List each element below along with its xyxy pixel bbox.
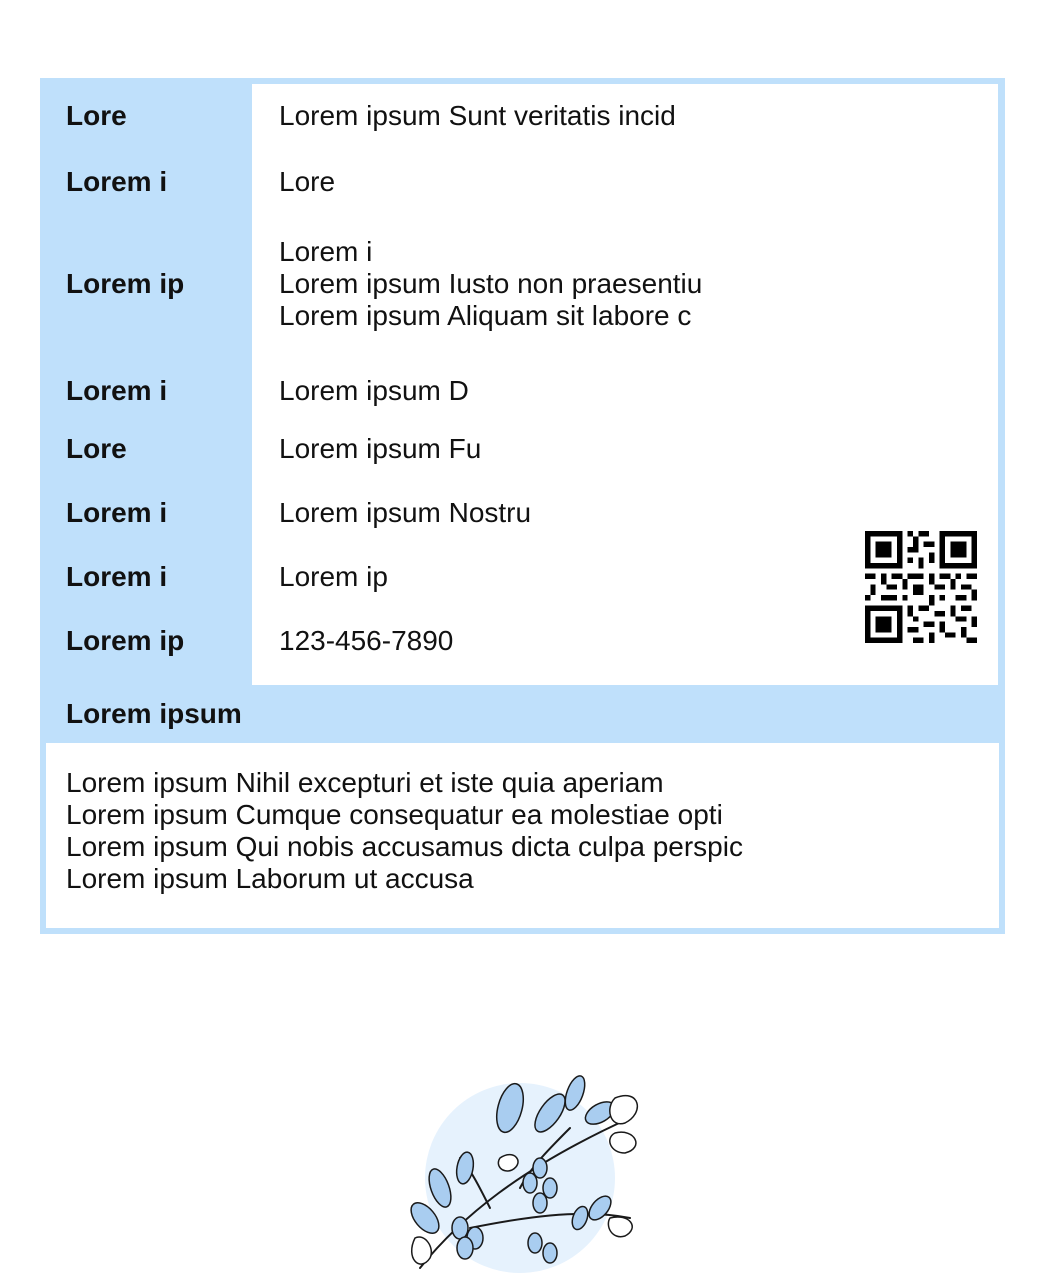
section-title: Lorem ipsum [66, 698, 242, 729]
floral-branch-illustration [400, 1068, 650, 1280]
field-value-line: Lorem ipsum Aliquam sit labore c [279, 300, 692, 331]
field-value-line: Lorem ipsum Sunt veritatis incid [279, 100, 676, 131]
summary-line: Lorem ipsum Laborum ut accusa [66, 863, 474, 894]
field-value-line: Lorem ipsum Iusto non praesentiu [279, 268, 703, 299]
field-value-line: 123-456-7890 [279, 625, 454, 656]
field-value [279, 433, 481, 465]
field-value [279, 561, 388, 593]
field-value-line: Lorem ipsum Fu [279, 433, 482, 464]
info-card [40, 78, 1005, 934]
field-value-line: Lorem ip [279, 561, 388, 592]
field-value-line: Lore [279, 166, 336, 197]
field-value [279, 375, 469, 407]
field-label: Lorem ip [66, 268, 185, 299]
field-label: Lorem ip [66, 625, 185, 656]
field-value [279, 236, 702, 332]
summary-line: Lorem ipsum Qui nobis accusamus dicta culpa perspic [66, 831, 743, 862]
qr-code-icon[interactable] [865, 531, 977, 643]
field-label: Lorem i [66, 497, 168, 528]
field-value-line: Lorem ipsum Nostru [279, 497, 532, 528]
field-label: Lore [66, 433, 127, 464]
field-value-line: Lorem i [279, 236, 373, 267]
summary-line: Lorem ipsum Cumque consequatur ea molestiae opti [66, 799, 723, 830]
field-value [279, 166, 335, 198]
summary-panel [46, 743, 999, 928]
summary-text [66, 767, 743, 895]
field-value [279, 497, 531, 529]
field-label: Lorem i [66, 166, 168, 197]
field-value-line: Lorem ipsum D [279, 375, 469, 406]
field-label: Lore [66, 100, 127, 131]
field-label: Lorem i [66, 561, 168, 592]
field-label: Lorem i [66, 375, 168, 406]
field-value [279, 100, 676, 132]
summary-line: Lorem ipsum Nihil excepturi et iste quia aperiam [66, 767, 664, 798]
field-value [279, 625, 453, 657]
